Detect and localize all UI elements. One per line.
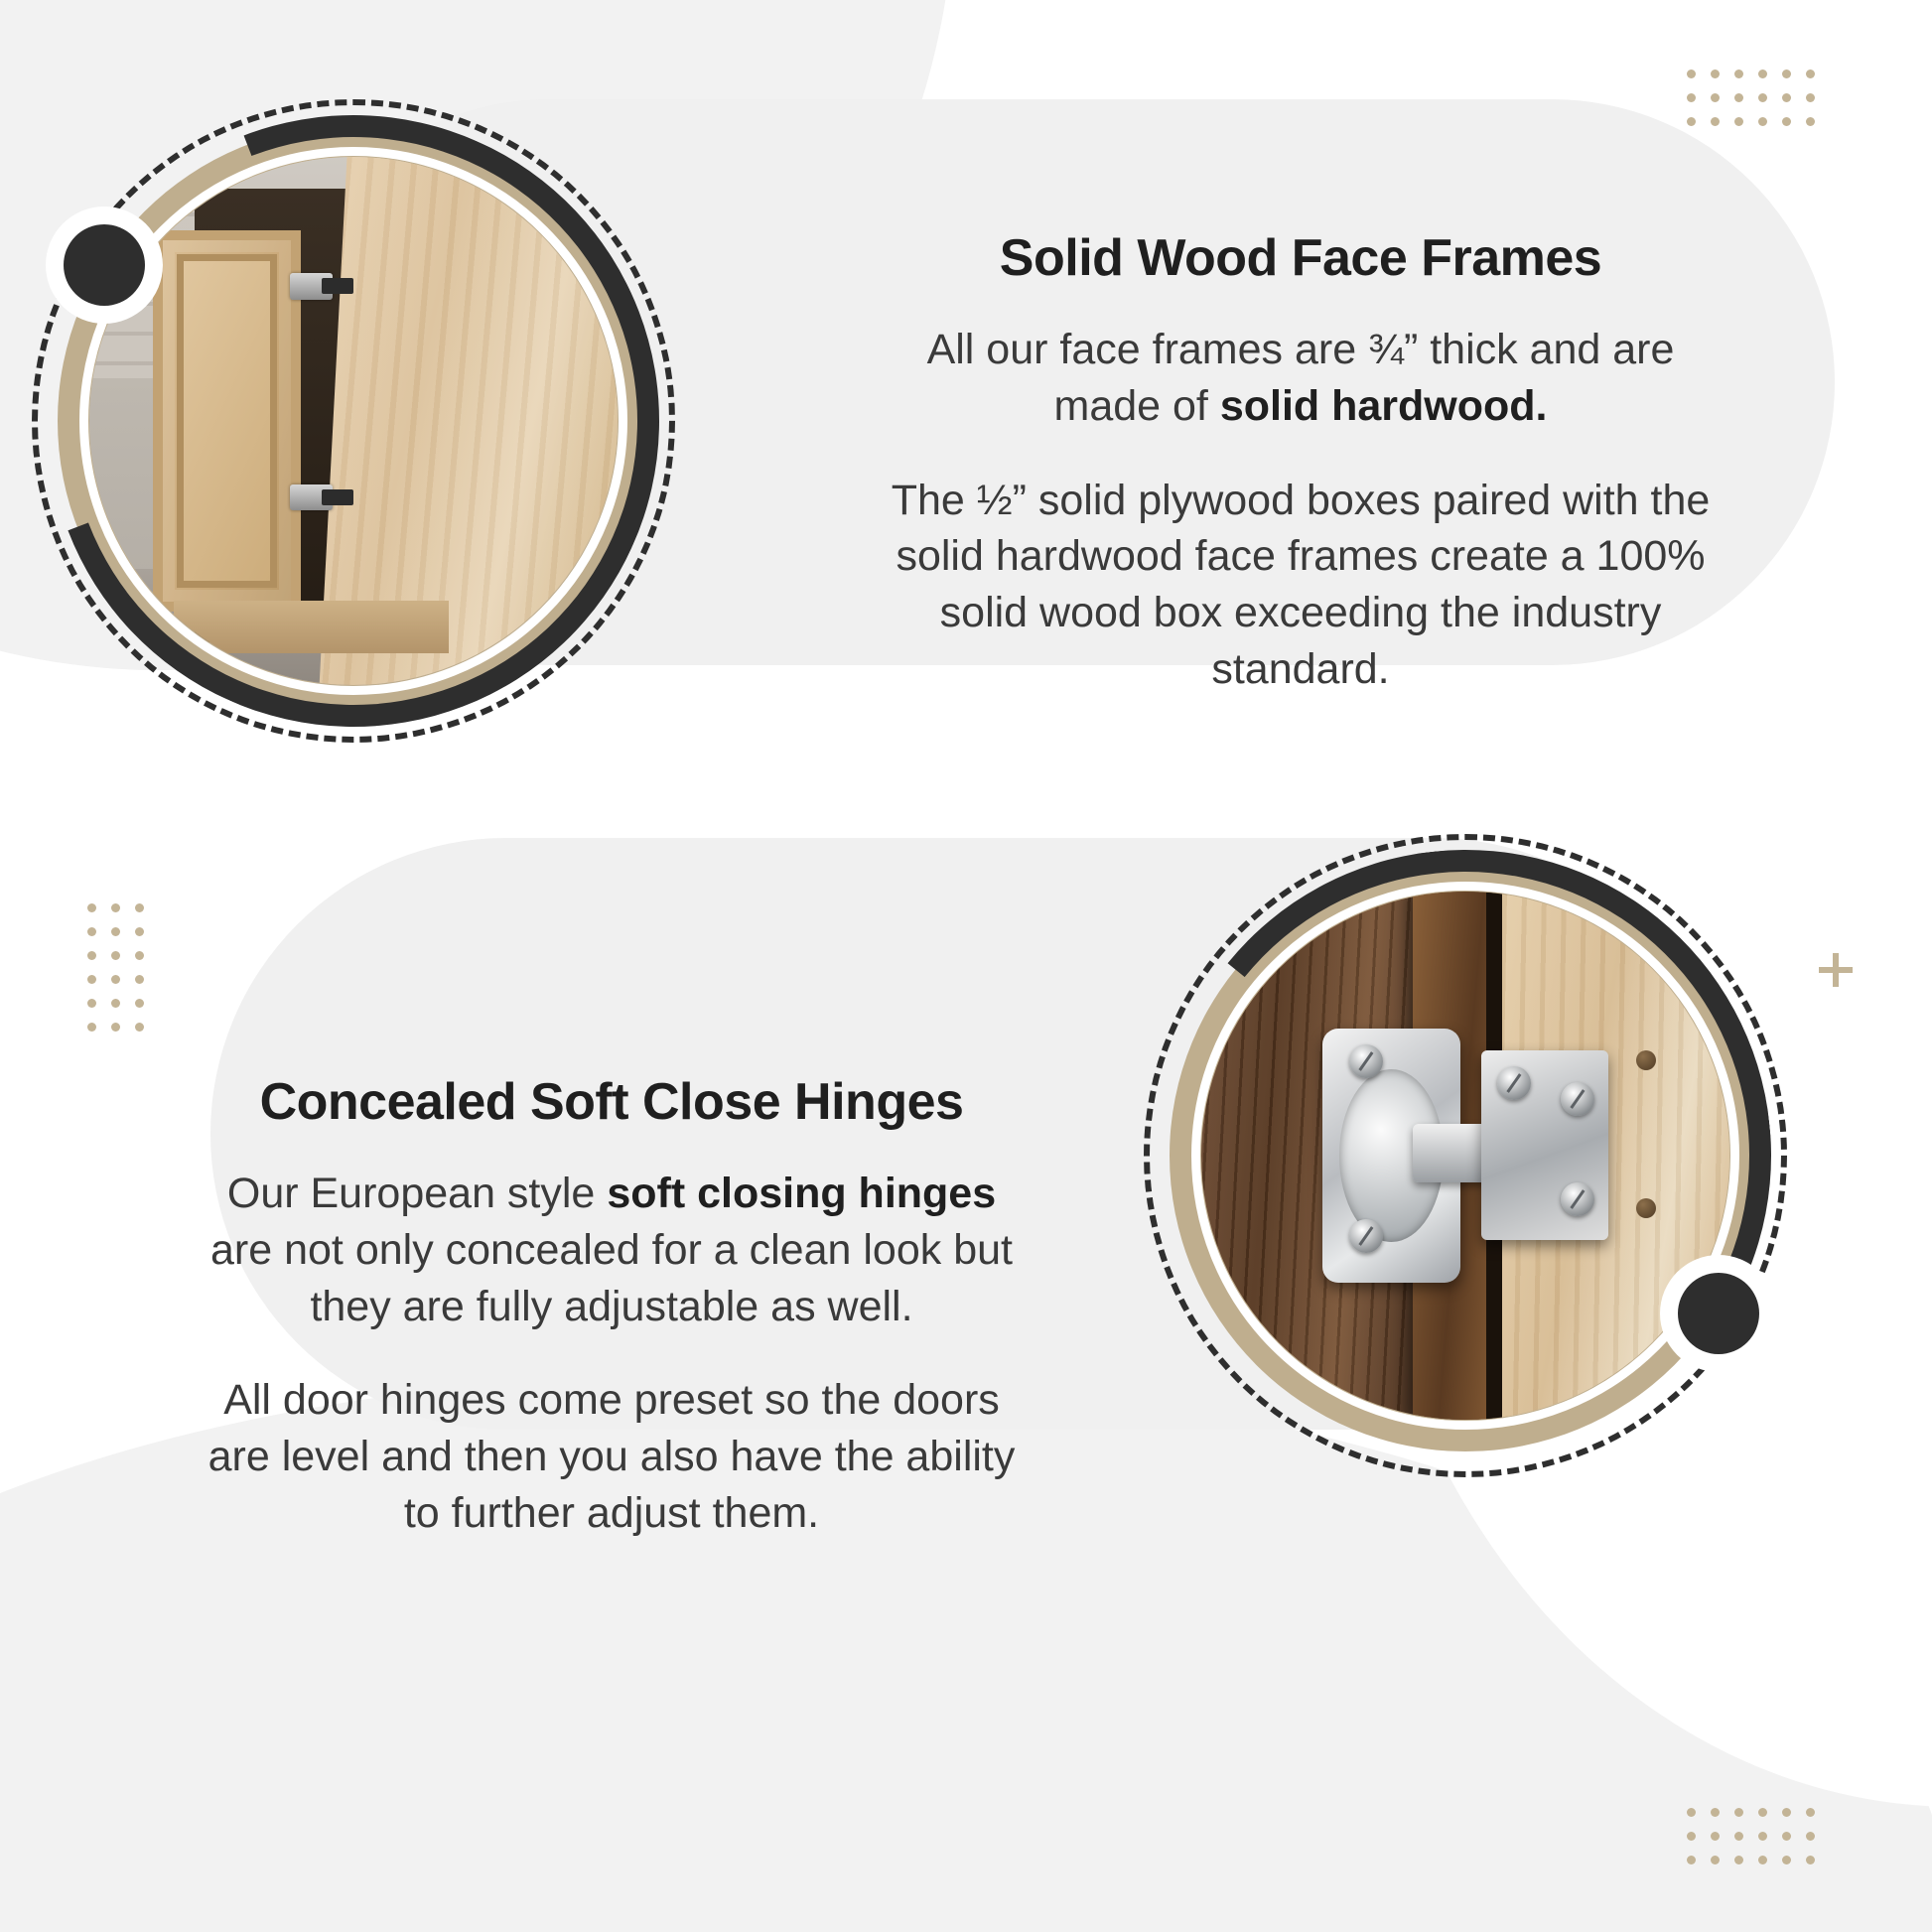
paragraph-text: All door hinges come preset so the doors are level and then you also have the ability to further adjust them. (207, 1376, 1016, 1537)
paragraph-emphasis: solid hardwood. (1219, 381, 1548, 430)
white-ring-decoration (1191, 882, 1739, 1430)
accent-dot-decoration (46, 207, 163, 324)
paragraph-text: All our face frames are ¾” thick and are made of (926, 326, 1675, 430)
image-badge-hinges (1144, 834, 1787, 1477)
paragraph-face-frames-2 (874, 473, 1727, 698)
page-title-face-frames: Solid Wood Face Frames (999, 229, 1602, 287)
accent-dot-decoration (1660, 1255, 1777, 1372)
paragraph-text: are not only concealed for a clean look but they are fully adjustable as well. (210, 1225, 1013, 1330)
paragraph-hinges-2 (195, 1372, 1029, 1541)
paragraph-text: The ½” solid plywood boxes paired with the solid hardwood face frames create a 100% solid wood box exceeding the industry standard. (891, 476, 1711, 693)
paragraph-face-frames-1 (874, 322, 1727, 435)
paragraph-hinges-1 (195, 1166, 1029, 1334)
text-block-hinges (195, 1072, 1029, 1542)
dot-grid-icon-middle-left (87, 903, 144, 1032)
dot-grid-icon-top-right (1687, 69, 1815, 126)
image-badge-face-frames (32, 99, 675, 743)
paragraph-emphasis: soft closing hinges (607, 1170, 997, 1217)
plus-icon (1819, 953, 1853, 987)
dot-grid-icon-bottom-right (1687, 1808, 1815, 1864)
paragraph-text: Our European style (226, 1170, 608, 1217)
text-block-face-frames (874, 228, 1727, 698)
page-title-hinges: Concealed Soft Close Hinges (259, 1073, 964, 1131)
white-ring-decoration (79, 147, 627, 695)
